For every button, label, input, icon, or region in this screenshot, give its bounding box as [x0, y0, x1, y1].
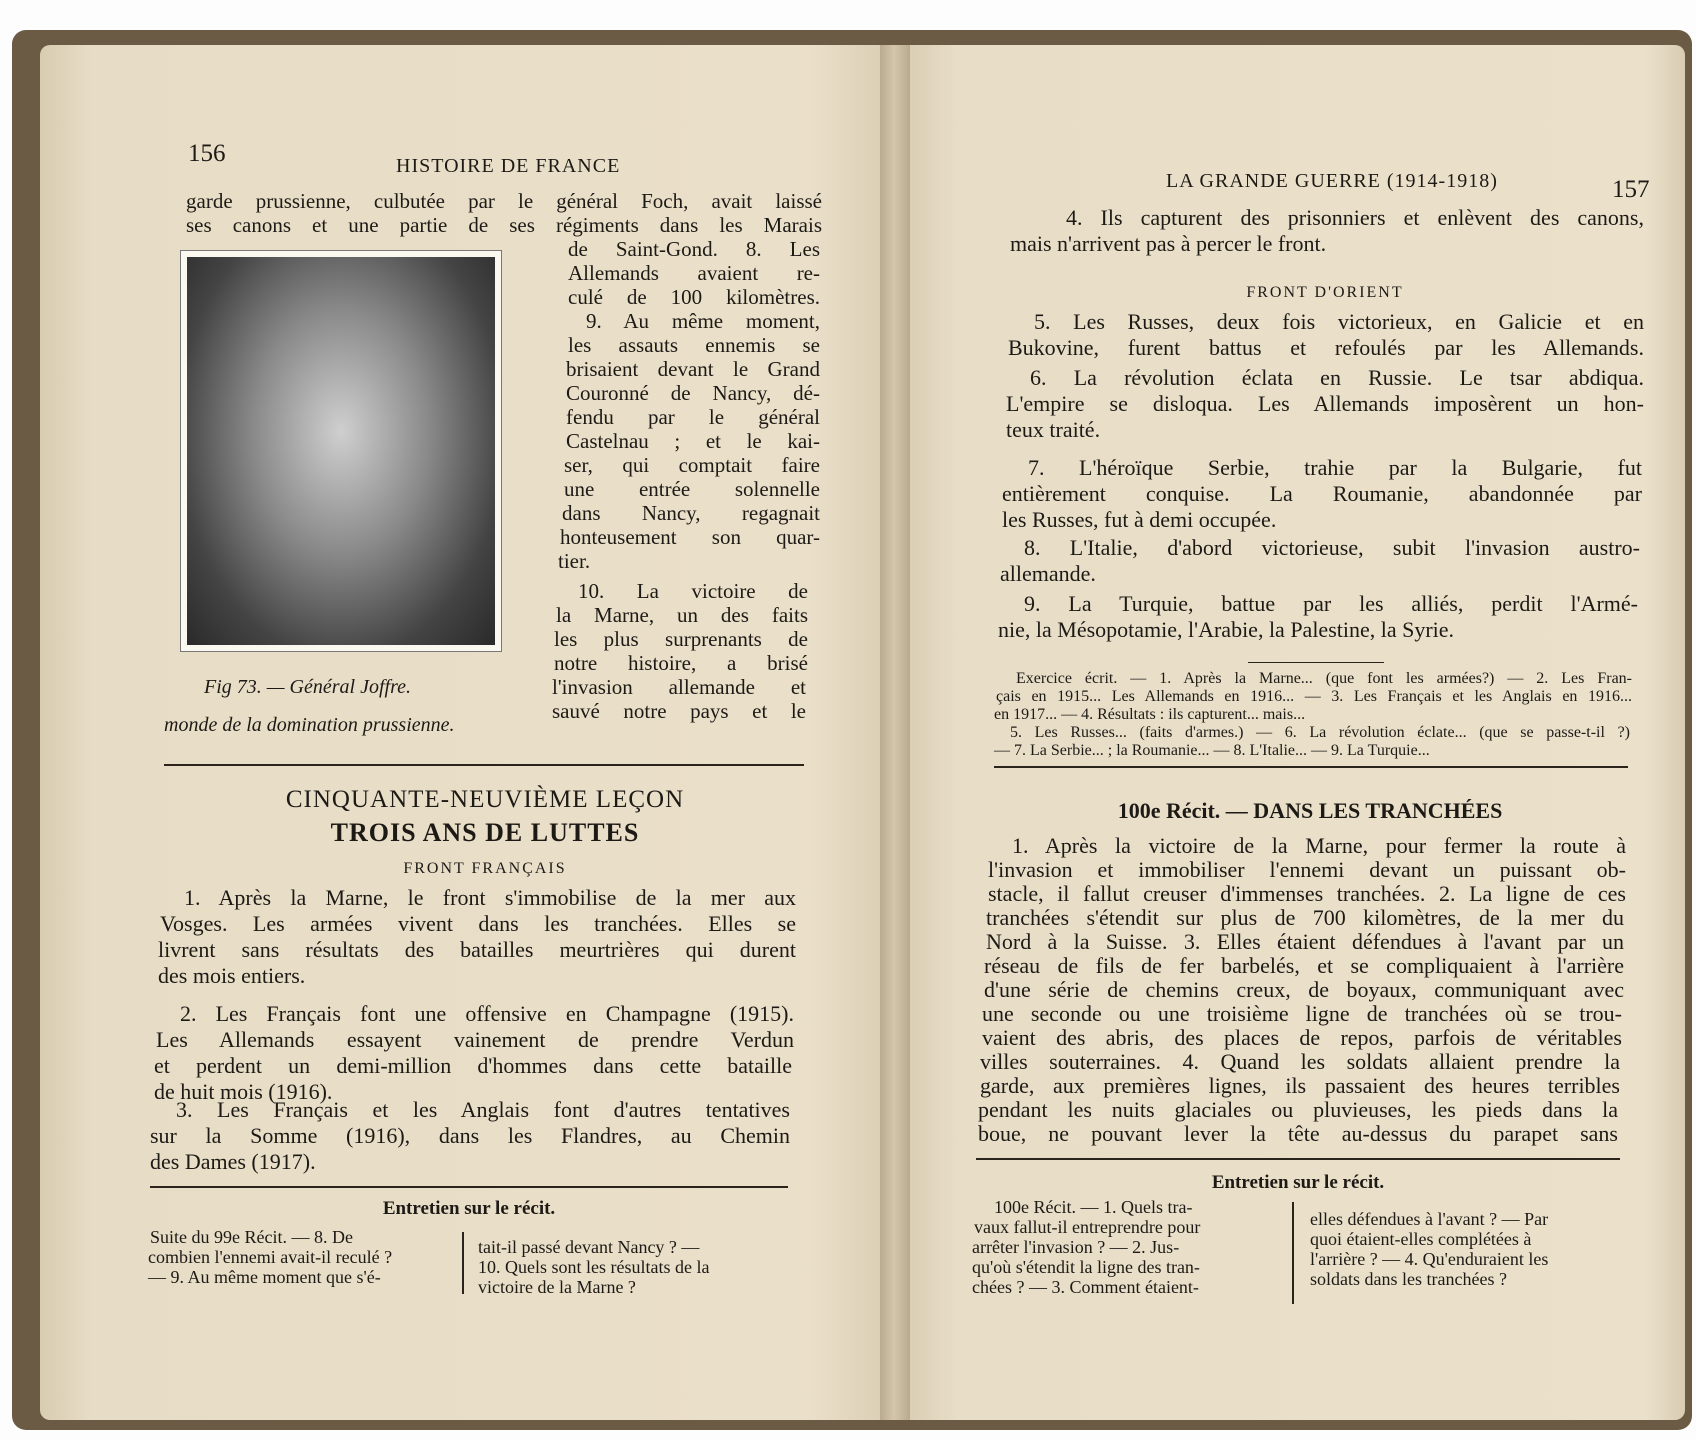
text-line: 1. Après la Marne, le front s'immobilise de la mer aux	[184, 885, 796, 910]
entretien-line	[972, 1278, 1199, 1297]
entretien-line	[994, 1198, 1192, 1217]
exercise-line: — 7. La Serbie... ; la Roumanie... — 8. L'Italie... — 9. La Turquie...	[994, 742, 1430, 759]
text-line: allemande.	[1000, 561, 1096, 586]
entretien-line	[148, 1248, 392, 1267]
entretien-line	[1310, 1270, 1507, 1289]
text-line: pendant les nuits glaciales ou pluvieuses, les pieds dans la	[978, 1097, 1618, 1122]
text-line: entièrement conquise. La Roumanie, abandonnée par	[1002, 481, 1642, 506]
text-line: une seconde ou une troisième ligne de tranchées où se trou-	[982, 1001, 1622, 1026]
entretien-line	[148, 1268, 381, 1287]
entretien-line	[1310, 1230, 1531, 1249]
entretien-text: 10. Quels sont les résultats de la	[478, 1257, 710, 1277]
text-line: Couronné de Nancy, dé-	[566, 381, 820, 405]
text-line: les plus surprenants de	[554, 627, 808, 651]
text-line: livrent sans résultats des batailles meurtrières qui durent	[158, 937, 796, 962]
text-line: honteusement son quar-	[560, 525, 820, 549]
lesson-title: CINQUANTE-NEUVIÈME LEÇON	[285, 786, 685, 813]
exercise-line: çais en 1915... Les Allemands en 1916... — 3. Les Français et les Anglais en 1916...	[996, 688, 1632, 705]
entretien-line	[1310, 1250, 1548, 1269]
text-line: 8. L'Italie, d'abord victorieuse, subit l'invasion austro-	[1024, 535, 1640, 560]
portrait-image	[187, 257, 495, 645]
exercise-line: Exercice écrit. — 1. Après la Marne... (que font les armées?) — 2. Les Fran-	[1016, 670, 1632, 687]
running-head-right: LA GRANDE GUERRE (1914-1918)	[1166, 170, 1498, 192]
text-line: ser, qui comptait faire	[564, 453, 820, 477]
text-line: 7. L'héroïque Serbie, trahie par la Bulgarie, fut	[1028, 455, 1642, 480]
divider	[976, 1158, 1620, 1160]
text-line: les assauts ennemis se	[568, 333, 820, 357]
text-line: l'invasion allemande et	[552, 675, 806, 699]
text-line: garde prussienne, culbutée par le général Foch, avait laissé	[186, 189, 822, 213]
divider	[164, 764, 804, 766]
text-line: des Dames (1917).	[150, 1149, 316, 1174]
text-line: réseau de fils de fer barbelés, et se compliquaient à l'arrière	[984, 953, 1624, 978]
entretien-text: vaux fallut-il entreprendre pour	[974, 1217, 1201, 1237]
book-gutter	[880, 45, 910, 1420]
entretien-line	[478, 1238, 699, 1257]
text-line: Allemands avaient re-	[568, 261, 820, 285]
entretien-text: combien l'ennemi avait-il reculé ?	[148, 1247, 393, 1267]
text-line: 5. Les Russes, deux fois victorieux, en Galicie et en	[1034, 309, 1644, 334]
page-number-right: 157	[1612, 176, 1650, 203]
text-line: 9. Au même moment,	[586, 309, 820, 333]
recit-title: 100e Récit. — DANS LES TRANCHÉES	[1117, 798, 1503, 823]
portrait-photo-joffre	[180, 250, 502, 652]
text-line: nie, la Mésopotamie, l'Arabie, la Palestine, la Syrie.	[998, 617, 1455, 642]
entretien-line	[150, 1228, 353, 1247]
text-line: Les Allemands essayent vainement de prendre Verdun	[156, 1027, 794, 1052]
text-line: garde, aux premières lignes, ils passaient des heures terribles	[980, 1073, 1620, 1098]
running-head-left: HISTOIRE DE FRANCE	[396, 155, 621, 177]
short-divider	[1248, 662, 1384, 663]
text-line: ses canons et une partie de ses régiments dans les Marais	[186, 213, 822, 237]
entretien-title-right: Entretien sur le récit.	[1211, 1172, 1385, 1193]
text-line: sauvé notre pays et le	[552, 699, 806, 723]
entretien-line	[478, 1258, 709, 1277]
text-line: sur la Somme (1916), dans les Flandres, au Chemin	[150, 1123, 790, 1148]
text-line: stacle, il fallut creuser d'immenses tranchées. 2. La ligne de ces	[988, 881, 1626, 906]
text-line: fendu par le général	[566, 405, 820, 429]
figure-caption: Fig 73. — Général Joffre.	[204, 676, 412, 698]
text-line: une entrée solennelle	[564, 477, 820, 501]
entretien-text: — 9. Au même moment que s'é-	[148, 1267, 381, 1287]
text-line: 6. La révolution éclata en Russie. Le tsar abdiqua.	[1030, 365, 1644, 390]
page-number-left: 156	[188, 140, 226, 167]
text-line: 2. Les Français font une offensive en Champagne (1915).	[180, 1001, 794, 1026]
text-line: l'invasion et immobiliser l'ennemi devant un puissant ob-	[988, 857, 1626, 882]
text-line: tier.	[558, 549, 591, 573]
divider	[994, 766, 1628, 768]
text-line: L'empire se disloqua. Les Allemands imposèrent un hon-	[1006, 391, 1644, 416]
column-divider	[1292, 1202, 1294, 1304]
text-line: Vosges. Les armées vivent dans les tranchées. Elles se	[160, 911, 796, 936]
entretien-text: elles défendues à l'avant ? — Par	[1310, 1209, 1549, 1229]
text-line: 10. La victoire de	[578, 579, 808, 603]
text-line: 3. Les Français et les Anglais font d'autres tentatives	[176, 1097, 790, 1122]
text-line: culé de 100 kilomètres.	[568, 285, 820, 309]
section-title: FRONT FRANÇAIS	[403, 860, 567, 877]
text-line: Castelnau ; et le kai-	[566, 429, 820, 453]
entretien-text: soldats dans les tranchées ?	[1310, 1269, 1507, 1289]
text-line: dans Nancy, regagnait	[562, 501, 820, 525]
text-line: mais n'arrivent pas à percer le front.	[1010, 231, 1327, 256]
text-line: Bukovine, furent battus et refoulés par les Allemands.	[1008, 335, 1644, 360]
entretien-text: 100e Récit. — 1. Quels tra-	[994, 1197, 1193, 1217]
closing-line: monde de la domination prussienne.	[164, 714, 455, 736]
lesson-subtitle: TROIS ANS DE LUTTES	[330, 818, 640, 847]
text-line: de huit mois (1916).	[154, 1079, 333, 1104]
entretien-title-left: Entretien sur le récit.	[382, 1198, 556, 1219]
exercise-line: en 1917... — 4. Résultats : ils capturent... mais...	[994, 706, 1306, 723]
text-line: Nord à la Suisse. 3. Elles étaient défendues à l'avant par un	[986, 929, 1624, 954]
section-title-orient: FRONT D'ORIENT	[1246, 284, 1404, 301]
entretien-text: tait-il passé devant Nancy ? —	[478, 1237, 700, 1257]
text-line: vaient des abris, des places de repos, parfois de véritables	[982, 1025, 1622, 1050]
entretien-line	[974, 1218, 1200, 1237]
entretien-text: qu'où s'étendit la ligne des tran-	[972, 1257, 1200, 1277]
text-line: et perdent un demi-million d'hommes dans cette bataille	[154, 1053, 792, 1078]
text-line: notre histoire, a brisé	[554, 651, 808, 675]
text-line: la Marne, un des faits	[556, 603, 808, 627]
entretien-text: arrêter l'invasion ? — 2. Jus-	[972, 1237, 1180, 1257]
text-line: les Russes, fut à demi occupée.	[1002, 507, 1277, 532]
entretien-text: Suite du 99e Récit. — 8. De	[150, 1227, 353, 1247]
entretien-line	[1310, 1210, 1548, 1229]
entretien-line	[478, 1278, 636, 1297]
text-line: boue, ne pouvant lever la tête au-dessus du parapet sans	[978, 1121, 1618, 1146]
entretien-text: l'arrière ? — 4. Qu'enduraient les	[1310, 1249, 1549, 1269]
text-line: villes souterraines. 4. Quand les soldats allaient prendre la	[980, 1049, 1620, 1074]
entretien-text: victoire de la Marne ?	[478, 1277, 636, 1297]
text-line: d'une série de chemins creux, de boyaux, communiquant avec	[984, 977, 1624, 1002]
text-line: des mois entiers.	[158, 963, 306, 988]
entretien-line	[972, 1258, 1200, 1277]
text-line: 1. Après la victoire de la Marne, pour fermer la route à	[1012, 833, 1626, 858]
exercise-line: 5. Les Russes... (faits d'armes.) — 6. La révolution éclate... (que se passe-t-il ?)	[1010, 724, 1630, 741]
text-line: 4. Ils capturent des prisonniers et enlèvent des canons,	[1066, 205, 1644, 230]
divider	[150, 1186, 788, 1188]
text-line: brisaient devant le Grand	[566, 357, 820, 381]
text-line: de Saint-Gond. 8. Les	[568, 237, 820, 261]
text-line: 9. La Turquie, battue par les alliés, perdit l'Armé-	[1024, 591, 1638, 616]
column-divider	[462, 1232, 464, 1294]
entretien-line	[972, 1238, 1179, 1257]
entretien-text: chées ? — 3. Comment étaient-	[972, 1277, 1199, 1297]
text-line: teux traité.	[1006, 417, 1101, 442]
entretien-text: quoi étaient-elles complétées à	[1310, 1229, 1532, 1249]
text-line: tranchées s'étendit sur plus de 700 kilomètres, de la mer du	[986, 905, 1624, 930]
